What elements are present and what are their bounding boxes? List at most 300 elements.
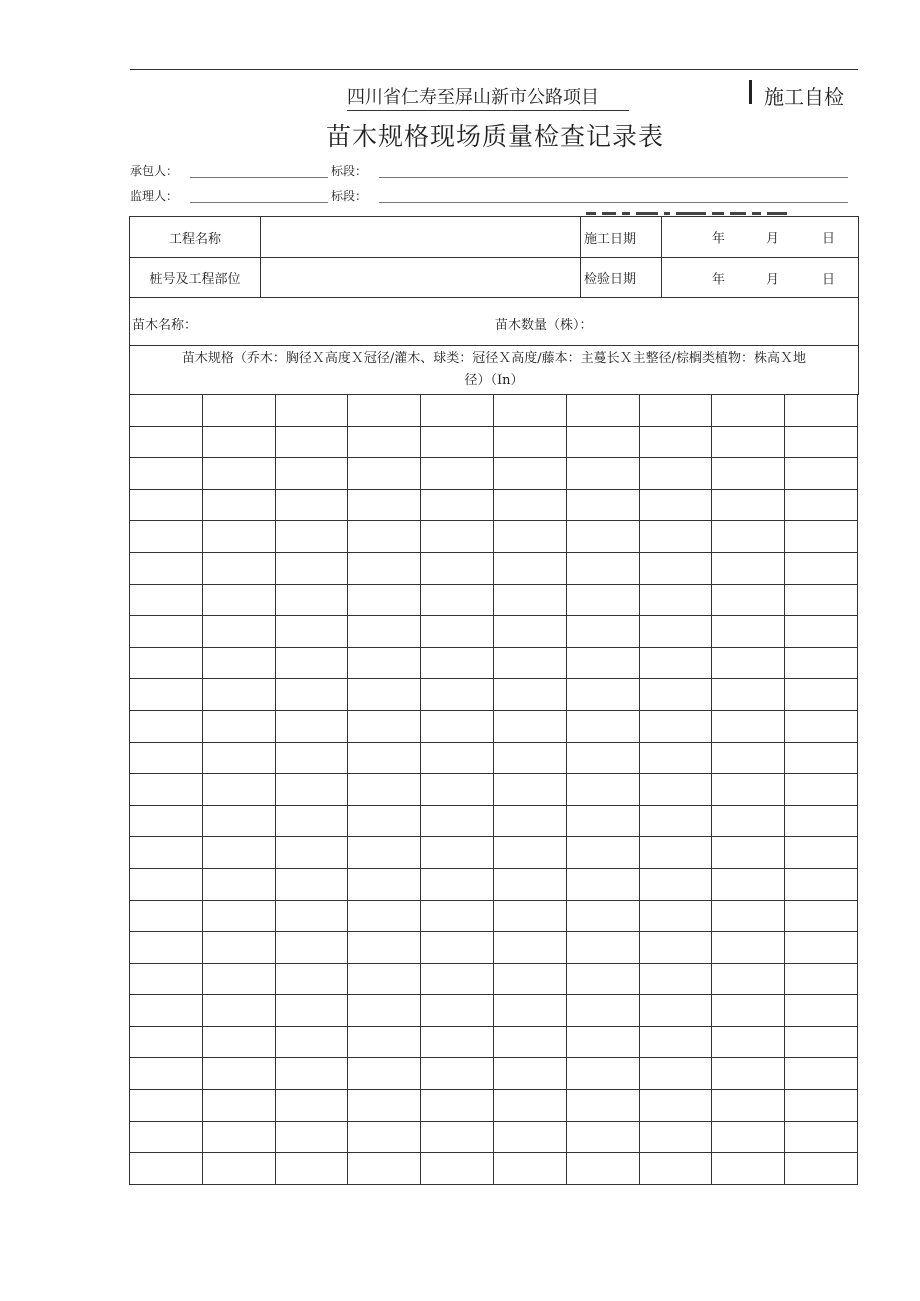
grid-cell[interactable]	[202, 458, 275, 490]
grid-cell[interactable]	[785, 805, 858, 837]
grid-cell[interactable]	[130, 426, 203, 458]
grid-cell[interactable]	[712, 932, 785, 964]
grid-cell[interactable]	[566, 742, 639, 774]
inspection-date-label: 检验日期	[581, 258, 662, 298]
grid-cell[interactable]	[785, 900, 858, 932]
grid-cell[interactable]	[639, 552, 712, 584]
grid-cell[interactable]	[785, 774, 858, 806]
grid-cell[interactable]	[130, 552, 203, 584]
grid-cell[interactable]	[130, 616, 203, 648]
supervisor-field[interactable]	[190, 202, 328, 203]
grid-cell[interactable]	[348, 805, 421, 837]
grid-row	[130, 932, 858, 964]
grid-cell[interactable]	[202, 1058, 275, 1090]
grid-cell[interactable]	[639, 458, 712, 490]
grid-cell[interactable]	[639, 900, 712, 932]
grid-cell[interactable]	[348, 489, 421, 521]
grid-cell[interactable]	[712, 774, 785, 806]
grid-cell[interactable]	[202, 900, 275, 932]
grid-cell[interactable]	[202, 395, 275, 427]
grid-cell[interactable]	[421, 995, 494, 1027]
grid-cell[interactable]	[785, 584, 858, 616]
grid-cell[interactable]	[202, 552, 275, 584]
grid-cell[interactable]	[639, 1153, 712, 1185]
grid-cell[interactable]	[566, 552, 639, 584]
grid-cell[interactable]	[130, 932, 203, 964]
grid-cell[interactable]	[785, 552, 858, 584]
grid-cell[interactable]	[566, 1058, 639, 1090]
grid-cell[interactable]	[202, 710, 275, 742]
grid-cell[interactable]	[639, 1090, 712, 1122]
grid-cell[interactable]	[566, 679, 639, 711]
grid-row	[130, 1090, 858, 1122]
grid-cell[interactable]	[130, 710, 203, 742]
supervisor-label: 监理人：	[130, 189, 179, 203]
grid-cell[interactable]	[348, 932, 421, 964]
grid-cell[interactable]	[130, 837, 203, 869]
spec-line-2: 径）（In）	[464, 373, 524, 388]
grid-cell[interactable]	[785, 868, 858, 900]
grid-cell[interactable]	[202, 1121, 275, 1153]
year-unit: 年	[712, 272, 726, 287]
grid-cell[interactable]	[421, 868, 494, 900]
grid-cell[interactable]	[785, 489, 858, 521]
grid-cell[interactable]	[348, 679, 421, 711]
grid-cell[interactable]	[275, 647, 348, 679]
grid-cell[interactable]	[639, 868, 712, 900]
grid-cell[interactable]	[493, 774, 566, 806]
grid-cell[interactable]	[275, 995, 348, 1027]
project-name-label: 工程名称	[130, 217, 261, 258]
grid-cell[interactable]	[493, 584, 566, 616]
grid-row	[130, 616, 858, 648]
grid-cell[interactable]	[712, 521, 785, 553]
grid-row	[130, 521, 858, 553]
grid-cell[interactable]	[712, 426, 785, 458]
grid-cell[interactable]	[566, 426, 639, 458]
grid-cell[interactable]	[493, 616, 566, 648]
grid-cell[interactable]	[785, 1090, 858, 1122]
grid-cell[interactable]	[712, 1026, 785, 1058]
section-label-1: 标段：	[331, 164, 368, 178]
grid-cell[interactable]	[639, 584, 712, 616]
grid-cell[interactable]	[566, 521, 639, 553]
grid-cell[interactable]	[639, 995, 712, 1027]
grid-cell[interactable]	[130, 679, 203, 711]
grid-cell[interactable]	[712, 584, 785, 616]
grid-cell[interactable]	[275, 868, 348, 900]
grid-cell[interactable]	[639, 805, 712, 837]
grid-cell[interactable]	[348, 521, 421, 553]
grid-cell[interactable]	[202, 1026, 275, 1058]
grid-cell[interactable]	[130, 521, 203, 553]
grid-cell[interactable]	[202, 1090, 275, 1122]
grid-cell[interactable]	[275, 489, 348, 521]
grid-cell[interactable]	[348, 584, 421, 616]
grid-cell[interactable]	[566, 458, 639, 490]
grid-cell[interactable]	[202, 995, 275, 1027]
grid-row	[130, 868, 858, 900]
grid-cell[interactable]	[712, 489, 785, 521]
grid-cell[interactable]	[639, 426, 712, 458]
grid-cell[interactable]	[639, 742, 712, 774]
grid-cell[interactable]	[275, 774, 348, 806]
grid-cell[interactable]	[130, 1058, 203, 1090]
grid-cell[interactable]	[130, 1121, 203, 1153]
grid-cell[interactable]	[348, 1026, 421, 1058]
grid-cell[interactable]	[785, 995, 858, 1027]
grid-cell[interactable]	[493, 1121, 566, 1153]
grid-cell[interactable]	[566, 900, 639, 932]
grid-cell[interactable]	[639, 1121, 712, 1153]
month-unit: 月	[766, 231, 780, 247]
construction-date-input[interactable]	[662, 217, 859, 258]
grid-cell[interactable]	[202, 837, 275, 869]
station-label: 桩号及工程部位	[130, 258, 261, 298]
grid-cell[interactable]	[421, 1121, 494, 1153]
grid-cell[interactable]	[130, 1026, 203, 1058]
grid-cell[interactable]	[130, 742, 203, 774]
grid-cell[interactable]	[712, 552, 785, 584]
project-name: 四川省仁寿至屏山新市公路项目	[347, 86, 629, 111]
grid-cell[interactable]	[348, 647, 421, 679]
grid-cell[interactable]	[130, 489, 203, 521]
grid-cell[interactable]	[348, 1153, 421, 1185]
grid-cell[interactable]	[130, 647, 203, 679]
grid-cell[interactable]	[348, 552, 421, 584]
grid-cell[interactable]	[712, 395, 785, 427]
year-unit: 年	[712, 231, 726, 247]
grid-cell[interactable]	[639, 647, 712, 679]
grid-row	[130, 647, 858, 679]
grid-cell[interactable]	[275, 616, 348, 648]
grid-cell[interactable]	[130, 868, 203, 900]
grid-cell[interactable]	[348, 395, 421, 427]
grid-cell[interactable]	[639, 932, 712, 964]
grid-cell[interactable]	[566, 837, 639, 869]
day-unit: 日	[822, 231, 836, 247]
grid-row	[130, 489, 858, 521]
grid-cell[interactable]	[493, 900, 566, 932]
grid-row	[130, 837, 858, 869]
grid-cell[interactable]	[130, 805, 203, 837]
grid-cell[interactable]	[130, 1090, 203, 1122]
grid-cell[interactable]	[493, 1026, 566, 1058]
grid-cell[interactable]	[785, 395, 858, 427]
section-label-2: 标段：	[331, 189, 368, 203]
grid-cell[interactable]	[493, 837, 566, 869]
grid-cell[interactable]	[493, 932, 566, 964]
grid-cell[interactable]	[275, 521, 348, 553]
grid-cell[interactable]	[421, 1058, 494, 1090]
grid-cell[interactable]	[712, 837, 785, 869]
grid-cell[interactable]	[275, 837, 348, 869]
grid-cell[interactable]	[348, 616, 421, 648]
month-unit: 月	[766, 272, 780, 287]
grid-cell[interactable]	[785, 1121, 858, 1153]
grid-cell[interactable]	[421, 1090, 494, 1122]
grid-cell[interactable]	[421, 647, 494, 679]
grid-cell[interactable]	[639, 710, 712, 742]
section-field-1[interactable]	[379, 177, 848, 178]
grid-cell[interactable]	[275, 1121, 348, 1153]
grid-cell[interactable]	[639, 1026, 712, 1058]
grid-cell[interactable]	[202, 647, 275, 679]
seedling-quantity-label: 苗木数量（株）：	[495, 318, 593, 333]
grid-cell[interactable]	[202, 742, 275, 774]
grid-cell[interactable]	[566, 710, 639, 742]
grid-row	[130, 426, 858, 458]
grid-cell[interactable]	[130, 963, 203, 995]
grid-cell[interactable]	[712, 710, 785, 742]
grid-cell[interactable]	[493, 995, 566, 1027]
grid-cell[interactable]	[421, 774, 494, 806]
measurement-grid	[129, 394, 858, 1185]
grid-cell[interactable]	[566, 1153, 639, 1185]
grid-cell[interactable]	[348, 710, 421, 742]
grid-cell[interactable]	[421, 900, 494, 932]
grid-cell[interactable]	[275, 426, 348, 458]
grid-cell[interactable]	[421, 1026, 494, 1058]
grid-cell[interactable]	[712, 679, 785, 711]
grid-cell[interactable]	[639, 489, 712, 521]
grid-cell[interactable]	[566, 995, 639, 1027]
grid-cell[interactable]	[202, 774, 275, 806]
cropped-text-remnant	[586, 212, 796, 215]
grid-cell[interactable]	[275, 584, 348, 616]
grid-row	[130, 1153, 858, 1185]
grid-cell[interactable]	[712, 616, 785, 648]
grid-cell[interactable]	[566, 647, 639, 679]
grid-cell[interactable]	[348, 1121, 421, 1153]
grid-cell[interactable]	[275, 805, 348, 837]
grid-cell[interactable]	[493, 395, 566, 427]
grid-cell[interactable]	[275, 963, 348, 995]
grid-cell[interactable]	[639, 395, 712, 427]
grid-cell[interactable]	[493, 1153, 566, 1185]
grid-cell[interactable]	[493, 1058, 566, 1090]
grid-cell[interactable]	[421, 395, 494, 427]
grid-cell[interactable]	[712, 647, 785, 679]
grid-row	[130, 710, 858, 742]
grid-row	[130, 995, 858, 1027]
grid-cell[interactable]	[275, 1058, 348, 1090]
grid-cell[interactable]	[275, 458, 348, 490]
grid-cell[interactable]	[785, 1153, 858, 1185]
grid-cell[interactable]	[202, 521, 275, 553]
grid-cell[interactable]	[639, 774, 712, 806]
grid-cell[interactable]	[566, 932, 639, 964]
grid-cell[interactable]	[202, 426, 275, 458]
grid-cell[interactable]	[421, 521, 494, 553]
grid-cell[interactable]	[130, 1153, 203, 1185]
grid-cell[interactable]	[130, 774, 203, 806]
grid-cell[interactable]	[348, 963, 421, 995]
grid-cell[interactable]	[130, 584, 203, 616]
grid-cell[interactable]	[275, 395, 348, 427]
grid-cell[interactable]	[421, 489, 494, 521]
grid-cell[interactable]	[566, 774, 639, 806]
grid-cell[interactable]	[421, 584, 494, 616]
grid-cell[interactable]	[493, 710, 566, 742]
grid-cell[interactable]	[202, 679, 275, 711]
grid-cell[interactable]	[275, 1153, 348, 1185]
grid-cell[interactable]	[421, 426, 494, 458]
grid-cell[interactable]	[785, 458, 858, 490]
grid-cell[interactable]	[202, 616, 275, 648]
grid-cell[interactable]	[712, 900, 785, 932]
grid-cell[interactable]	[785, 932, 858, 964]
grid-row	[130, 774, 858, 806]
grid-cell[interactable]	[275, 900, 348, 932]
grid-cell[interactable]	[639, 521, 712, 553]
grid-cell[interactable]	[785, 647, 858, 679]
grid-cell[interactable]	[493, 426, 566, 458]
grid-cell[interactable]	[348, 774, 421, 806]
grid-cell[interactable]	[202, 963, 275, 995]
grid-cell[interactable]	[275, 1090, 348, 1122]
grid-cell[interactable]	[275, 552, 348, 584]
grid-cell[interactable]	[130, 395, 203, 427]
grid-cell[interactable]	[785, 616, 858, 648]
grid-row	[130, 552, 858, 584]
grid-row	[130, 963, 858, 995]
grid-cell[interactable]	[493, 963, 566, 995]
grid-cell[interactable]	[348, 426, 421, 458]
grid-cell[interactable]	[275, 932, 348, 964]
grid-cell[interactable]	[785, 837, 858, 869]
grid-cell[interactable]	[348, 837, 421, 869]
grid-cell[interactable]	[421, 616, 494, 648]
grid-cell[interactable]	[566, 489, 639, 521]
grid-cell[interactable]	[202, 868, 275, 900]
badge-separator	[749, 80, 752, 104]
grid-cell[interactable]	[785, 1026, 858, 1058]
grid-cell[interactable]	[275, 1026, 348, 1058]
grid-cell[interactable]	[493, 805, 566, 837]
grid-cell[interactable]	[348, 742, 421, 774]
grid-cell[interactable]	[566, 395, 639, 427]
grid-cell[interactable]	[493, 521, 566, 553]
grid-cell[interactable]	[566, 584, 639, 616]
grid-cell[interactable]	[712, 1090, 785, 1122]
grid-cell[interactable]	[348, 1090, 421, 1122]
grid-cell[interactable]	[202, 489, 275, 521]
grid-cell[interactable]	[712, 1153, 785, 1185]
grid-cell[interactable]	[712, 868, 785, 900]
grid-cell[interactable]	[421, 963, 494, 995]
grid-cell[interactable]	[275, 710, 348, 742]
grid-cell[interactable]	[202, 805, 275, 837]
project-name-input[interactable]	[261, 217, 581, 258]
grid-cell[interactable]	[493, 1090, 566, 1122]
grid-cell[interactable]	[639, 679, 712, 711]
grid-cell[interactable]	[130, 900, 203, 932]
grid-cell[interactable]	[785, 426, 858, 458]
grid-cell[interactable]	[639, 1058, 712, 1090]
grid-cell[interactable]	[421, 710, 494, 742]
grid-cell[interactable]	[712, 458, 785, 490]
grid-cell[interactable]	[493, 489, 566, 521]
grid-cell[interactable]	[566, 868, 639, 900]
grid-cell[interactable]	[712, 1121, 785, 1153]
grid-cell[interactable]	[202, 1153, 275, 1185]
grid-cell[interactable]	[785, 742, 858, 774]
grid-row	[130, 1121, 858, 1153]
grid-cell[interactable]	[348, 868, 421, 900]
grid-cell[interactable]	[493, 647, 566, 679]
inspection-type-badge: 施工自检	[764, 85, 844, 109]
contractor-field[interactable]	[190, 177, 328, 178]
grid-cell[interactable]	[421, 552, 494, 584]
grid-row	[130, 805, 858, 837]
form-title: 苗木规格现场质量检查记录表	[325, 122, 664, 151]
grid-cell[interactable]	[130, 458, 203, 490]
grid-cell[interactable]	[785, 710, 858, 742]
construction-date-label: 施工日期	[581, 217, 662, 258]
grid-cell[interactable]	[566, 805, 639, 837]
grid-cell[interactable]	[421, 742, 494, 774]
seedling-info-row[interactable]	[130, 298, 859, 346]
grid-cell[interactable]	[421, 679, 494, 711]
grid-cell[interactable]	[493, 742, 566, 774]
grid-row	[130, 395, 858, 427]
grid-cell[interactable]	[348, 458, 421, 490]
grid-cell[interactable]	[566, 1090, 639, 1122]
grid-cell[interactable]	[421, 932, 494, 964]
section-field-2[interactable]	[379, 202, 848, 203]
grid-cell[interactable]	[348, 995, 421, 1027]
grid-cell[interactable]	[493, 868, 566, 900]
grid-cell[interactable]	[712, 805, 785, 837]
grid-cell[interactable]	[493, 458, 566, 490]
grid-cell[interactable]	[639, 837, 712, 869]
grid-cell[interactable]	[566, 1026, 639, 1058]
grid-cell[interactable]	[348, 900, 421, 932]
grid-cell[interactable]	[639, 963, 712, 995]
grid-cell[interactable]	[639, 616, 712, 648]
grid-cell[interactable]	[493, 552, 566, 584]
inspection-date-input[interactable]	[662, 258, 859, 298]
grid-cell[interactable]	[712, 995, 785, 1027]
station-input[interactable]	[261, 258, 581, 298]
grid-cell[interactable]	[785, 679, 858, 711]
grid-cell[interactable]	[785, 963, 858, 995]
grid-cell[interactable]	[275, 679, 348, 711]
grid-cell[interactable]	[421, 837, 494, 869]
grid-cell[interactable]	[566, 963, 639, 995]
grid-cell[interactable]	[421, 805, 494, 837]
grid-cell[interactable]	[348, 1058, 421, 1090]
grid-cell[interactable]	[566, 616, 639, 648]
grid-cell[interactable]	[566, 1121, 639, 1153]
grid-cell[interactable]	[275, 742, 348, 774]
grid-cell[interactable]	[202, 584, 275, 616]
grid-row	[130, 458, 858, 490]
grid-cell[interactable]	[785, 521, 858, 553]
grid-cell[interactable]	[712, 742, 785, 774]
grid-row	[130, 1026, 858, 1058]
grid-cell[interactable]	[785, 1058, 858, 1090]
spec-line-1: 苗木规格（乔木：胸径Ｘ高度Ｘ冠径/灌木、球类：冠径Ｘ高度/藤本：主蔓长Ｘ主整径/棕榈类植物：株高Ｘ地	[181, 351, 807, 366]
grid-cell[interactable]	[421, 1153, 494, 1185]
grid-cell[interactable]	[130, 995, 203, 1027]
grid-cell[interactable]	[712, 1058, 785, 1090]
grid-cell[interactable]	[493, 679, 566, 711]
grid-cell[interactable]	[202, 932, 275, 964]
grid-cell[interactable]	[712, 963, 785, 995]
grid-cell[interactable]	[421, 458, 494, 490]
